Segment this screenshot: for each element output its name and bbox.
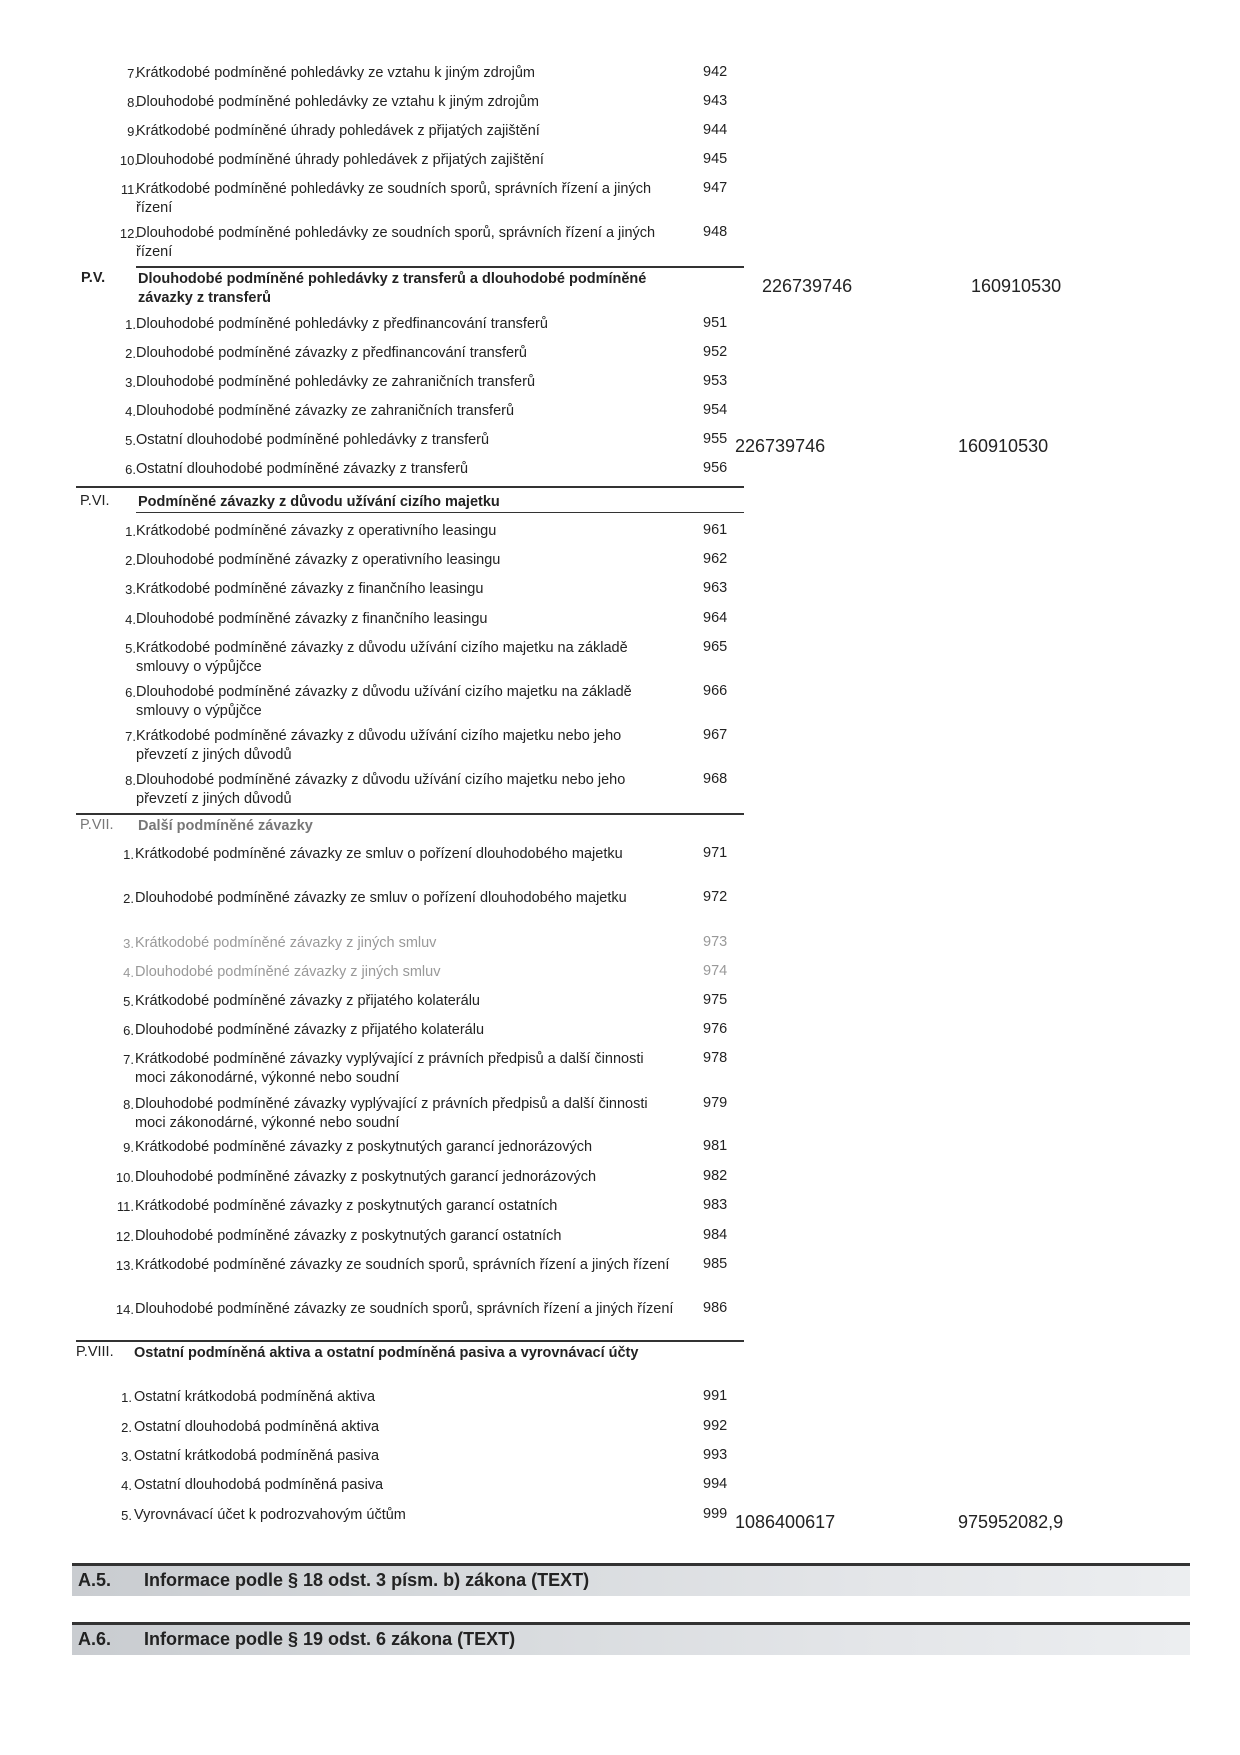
row-label: Vyrovnávací účet k podrozvahovým účtům	[134, 1507, 406, 1523]
row-code: 984	[703, 1227, 728, 1243]
row-label: Dlouhodobé podmíněné pohledávky ze zahraničních transferů	[136, 374, 536, 390]
row-number: 6.	[123, 1023, 134, 1038]
row-label: Dlouhodobé podmíněné pohledávky z předfinancování transferů	[136, 316, 548, 332]
row-code: 956	[703, 460, 728, 476]
section-label: Ostatní podmíněná aktiva a ostatní podmíněná pasiva a vyrovnávací účty	[134, 1345, 639, 1361]
row-number: 1.	[125, 524, 136, 539]
row-label: Dlouhodobé podmíněné závazky vyplývající z právních předpisů a další činnosti moci zákonodárné, výkonné nebo soudní	[135, 1096, 648, 1131]
row-number: 3.	[125, 375, 136, 390]
section-value-current: 226739746	[762, 276, 853, 296]
row-number: 7.	[125, 729, 136, 744]
row-label: Krátkodobé podmíněné závazky ze soudních sporů, správních řízení a jiných řízení	[135, 1257, 670, 1273]
row-label: Krátkodobé podmíněné úhrady pohledávek z přijatých zajištění	[136, 123, 540, 139]
row-value-current: 1086400617	[735, 1512, 836, 1532]
row-code: 982	[703, 1168, 728, 1184]
row-label: Dlouhodobé podmíněné úhrady pohledávek z přijatých zajištění	[136, 152, 544, 168]
row-value-previous: 975952082,9	[958, 1512, 1064, 1532]
row-label: Ostatní dlouhodobé podmíněné závazky z transferů	[136, 461, 469, 477]
row-code: 952	[703, 344, 728, 360]
row-number: 10.	[115, 1170, 134, 1185]
row-label: Krátkodobé podmíněné závazky ze smluv o pořízení dlouhodobého majetku	[135, 846, 623, 862]
row-code: 994	[703, 1476, 728, 1492]
row-code: 966	[703, 683, 728, 699]
row-number: 14.	[115, 1302, 134, 1317]
row-number: 1.	[125, 317, 136, 332]
row-number: 5.	[125, 433, 136, 448]
row-label: Dlouhodobé podmíněné závazky ze zahraničních transferů	[136, 403, 515, 419]
row-code: 951	[703, 315, 728, 331]
section-rule	[76, 486, 744, 488]
row-number: 4.	[125, 612, 136, 627]
row-number: 2.	[125, 553, 136, 568]
row-number: 13.	[115, 1258, 134, 1273]
row-number: 2.	[123, 891, 134, 906]
row-code: 975	[703, 992, 728, 1008]
row-number: 4.	[125, 404, 136, 419]
row-number: 10.	[119, 153, 138, 168]
row-code: 992	[703, 1418, 728, 1434]
section-underline	[136, 512, 744, 513]
row-label: Dlouhodobé podmíněné závazky ze soudních sporů, správních řízení a jiných řízení	[135, 1301, 674, 1317]
section-label: Podmíněné závazky z důvodu užívání cizího majetku	[138, 494, 500, 510]
row-code: 955	[703, 431, 728, 447]
row-label: Ostatní dlouhodobé podmíněné pohledávky z transferů	[136, 432, 490, 448]
row-label: Krátkodobé podmíněné pohledávky ze soudních sporů, správních řízení a jiných řízení	[136, 181, 652, 216]
section-label: Dlouhodobé podmíněné pohledávky z transferů a dlouhodobé podmíněné závazky z transferů	[138, 271, 647, 306]
section-code: P.V.	[81, 270, 106, 286]
row-label: Krátkodobé podmíněné závazky z přijatého kolaterálu	[135, 993, 480, 1009]
section-rule	[76, 813, 744, 815]
row-label: Krátkodobé podmíněné pohledávky ze vztahu k jiným zdrojům	[136, 65, 535, 81]
row-number: 9.	[127, 124, 138, 139]
row-code: 963	[703, 580, 728, 596]
row-code: 981	[703, 1138, 728, 1154]
row-label: Ostatní dlouhodobá podmíněná pasiva	[134, 1477, 384, 1493]
band-title: Informace podle § 19 odst. 6 zákona (TEXT)	[144, 1629, 516, 1649]
row-number: 1.	[121, 1390, 132, 1405]
row-number: 5.	[121, 1508, 132, 1523]
row-label: Krátkodobé podmíněné závazky z jiných smluv	[135, 935, 437, 951]
row-label: Krátkodobé podmíněné závazky z operativního leasingu	[136, 523, 497, 539]
row-label: Dlouhodobé podmíněné závazky z poskytnutých garancí jednorázových	[135, 1169, 597, 1185]
row-label: Dlouhodobé podmíněné závazky z přijatého kolaterálu	[135, 1022, 485, 1038]
row-label: Dlouhodobé podmíněné závazky z operativního leasingu	[136, 552, 501, 568]
row-code: 945	[703, 151, 728, 167]
row-number: 3.	[121, 1449, 132, 1464]
row-number: 5.	[125, 641, 136, 656]
row-code: 972	[703, 889, 728, 905]
row-label: Dlouhodobé podmíněné závazky z předfinancování transferů	[136, 345, 527, 361]
row-label: Krátkodobé podmíněné závazky z důvodu užívání cizího majetku na základě smlouvy o výpůjčce	[136, 640, 628, 675]
section-band-a5	[72, 1563, 1190, 1596]
row-code: 961	[703, 522, 728, 538]
row-code: 943	[703, 93, 728, 109]
row-code: 991	[703, 1388, 728, 1404]
row-code: 948	[703, 224, 728, 240]
band-title: Informace podle § 18 odst. 3 písm. b) zákona (TEXT)	[144, 1570, 590, 1590]
row-code: 962	[703, 551, 728, 567]
section-label: Další podmíněné závazky	[138, 818, 313, 834]
section-code: P.VII.	[80, 817, 114, 833]
row-number: 6.	[125, 685, 136, 700]
row-number: 12.	[119, 226, 138, 241]
row-code: 974	[703, 963, 728, 979]
row-code: 968	[703, 771, 728, 787]
row-number: 6.	[125, 462, 136, 477]
row-value-previous: 160910530	[958, 436, 1049, 456]
row-label: Ostatní dlouhodobá podmíněná aktiva	[134, 1419, 380, 1435]
row-number: 3.	[123, 936, 134, 951]
band-code: A.5.	[78, 1570, 112, 1590]
row-number: 4.	[123, 965, 134, 980]
row-code: 979	[703, 1095, 728, 1111]
row-code: 971	[703, 845, 728, 861]
row-code: 983	[703, 1197, 728, 1213]
row-label: Dlouhodobé podmíněné závazky z poskytnutých garancí ostatních	[135, 1228, 562, 1244]
section-value-previous: 160910530	[971, 276, 1062, 296]
row-number: 4.	[121, 1478, 132, 1493]
row-label: Krátkodobé podmíněné závazky z poskytnutých garancí jednorázových	[135, 1139, 593, 1155]
row-number: 8.	[127, 95, 138, 110]
row-number: 12.	[115, 1229, 134, 1244]
row-code: 993	[703, 1447, 728, 1463]
section-band-a6	[72, 1622, 1190, 1655]
section-code: P.VIII.	[76, 1344, 114, 1360]
row-code: 947	[703, 180, 728, 196]
row-number: 5.	[123, 994, 134, 1009]
row-code: 942	[703, 64, 728, 80]
row-code: 985	[703, 1256, 728, 1272]
row-code: 986	[703, 1300, 728, 1316]
row-number: 8.	[123, 1097, 134, 1112]
band-code: A.6.	[78, 1629, 112, 1649]
row-number: 7.	[127, 66, 138, 81]
row-value-current: 226739746	[735, 436, 826, 456]
row-code: 976	[703, 1021, 728, 1037]
row-number: 2.	[121, 1420, 132, 1435]
row-number: 11.	[120, 182, 138, 197]
row-code: 978	[703, 1050, 728, 1066]
row-label: Dlouhodobé podmíněné závazky z jiných smluv	[135, 964, 441, 980]
row-label: Dlouhodobé podmíněné závazky z finančního leasingu	[136, 611, 488, 627]
row-label: Dlouhodobé podmíněné pohledávky ze vztahu k jiným zdrojům	[136, 94, 540, 110]
row-label: Krátkodobé podmíněné závazky z poskytnutých garancí ostatních	[135, 1198, 558, 1214]
row-code: 964	[703, 610, 728, 626]
row-code: 999	[703, 1506, 728, 1522]
row-label: Dlouhodobé podmíněné závazky ze smluv o pořízení dlouhodobého majetku	[135, 890, 627, 906]
row-label: Ostatní krátkodobá podmíněná aktiva	[134, 1389, 376, 1405]
row-label: Dlouhodobé podmíněné závazky z důvodu užívání cizího majetku nebo jeho převzetí z jiných důvodů	[136, 772, 626, 807]
row-number: 1.	[123, 847, 134, 862]
row-number: 7.	[123, 1052, 134, 1067]
row-number: 11.	[116, 1199, 134, 1214]
row-code: 973	[703, 934, 728, 950]
section-rule	[136, 266, 744, 268]
row-label: Krátkodobé podmíněné závazky vyplývající z právních předpisů a další činnosti moci zákonodárné, výkonné nebo soudní	[135, 1051, 644, 1086]
row-code: 944	[703, 122, 728, 138]
row-label: Dlouhodobé podmíněné pohledávky ze soudních sporů, správních řízení a jiných řízení	[136, 225, 656, 260]
row-label: Krátkodobé podmíněné závazky z finančního leasingu	[136, 581, 484, 597]
row-label: Dlouhodobé podmíněné závazky z důvodu užívání cizího majetku na základě smlouvy o výpůjčce	[136, 684, 632, 719]
row-code: 953	[703, 373, 728, 389]
section-code: P.VI.	[80, 493, 110, 509]
row-number: 2.	[125, 346, 136, 361]
row-label: Krátkodobé podmíněné závazky z důvodu užívání cizího majetku nebo jeho převzetí z jiných důvodů	[136, 728, 622, 763]
row-number: 9.	[123, 1140, 134, 1155]
row-label: Ostatní krátkodobá podmíněná pasiva	[134, 1448, 380, 1464]
section-rule	[76, 1340, 744, 1342]
row-number: 8.	[125, 773, 136, 788]
row-number: 3.	[125, 582, 136, 597]
row-code: 965	[703, 639, 728, 655]
row-code: 954	[703, 402, 728, 418]
row-code: 967	[703, 727, 728, 743]
